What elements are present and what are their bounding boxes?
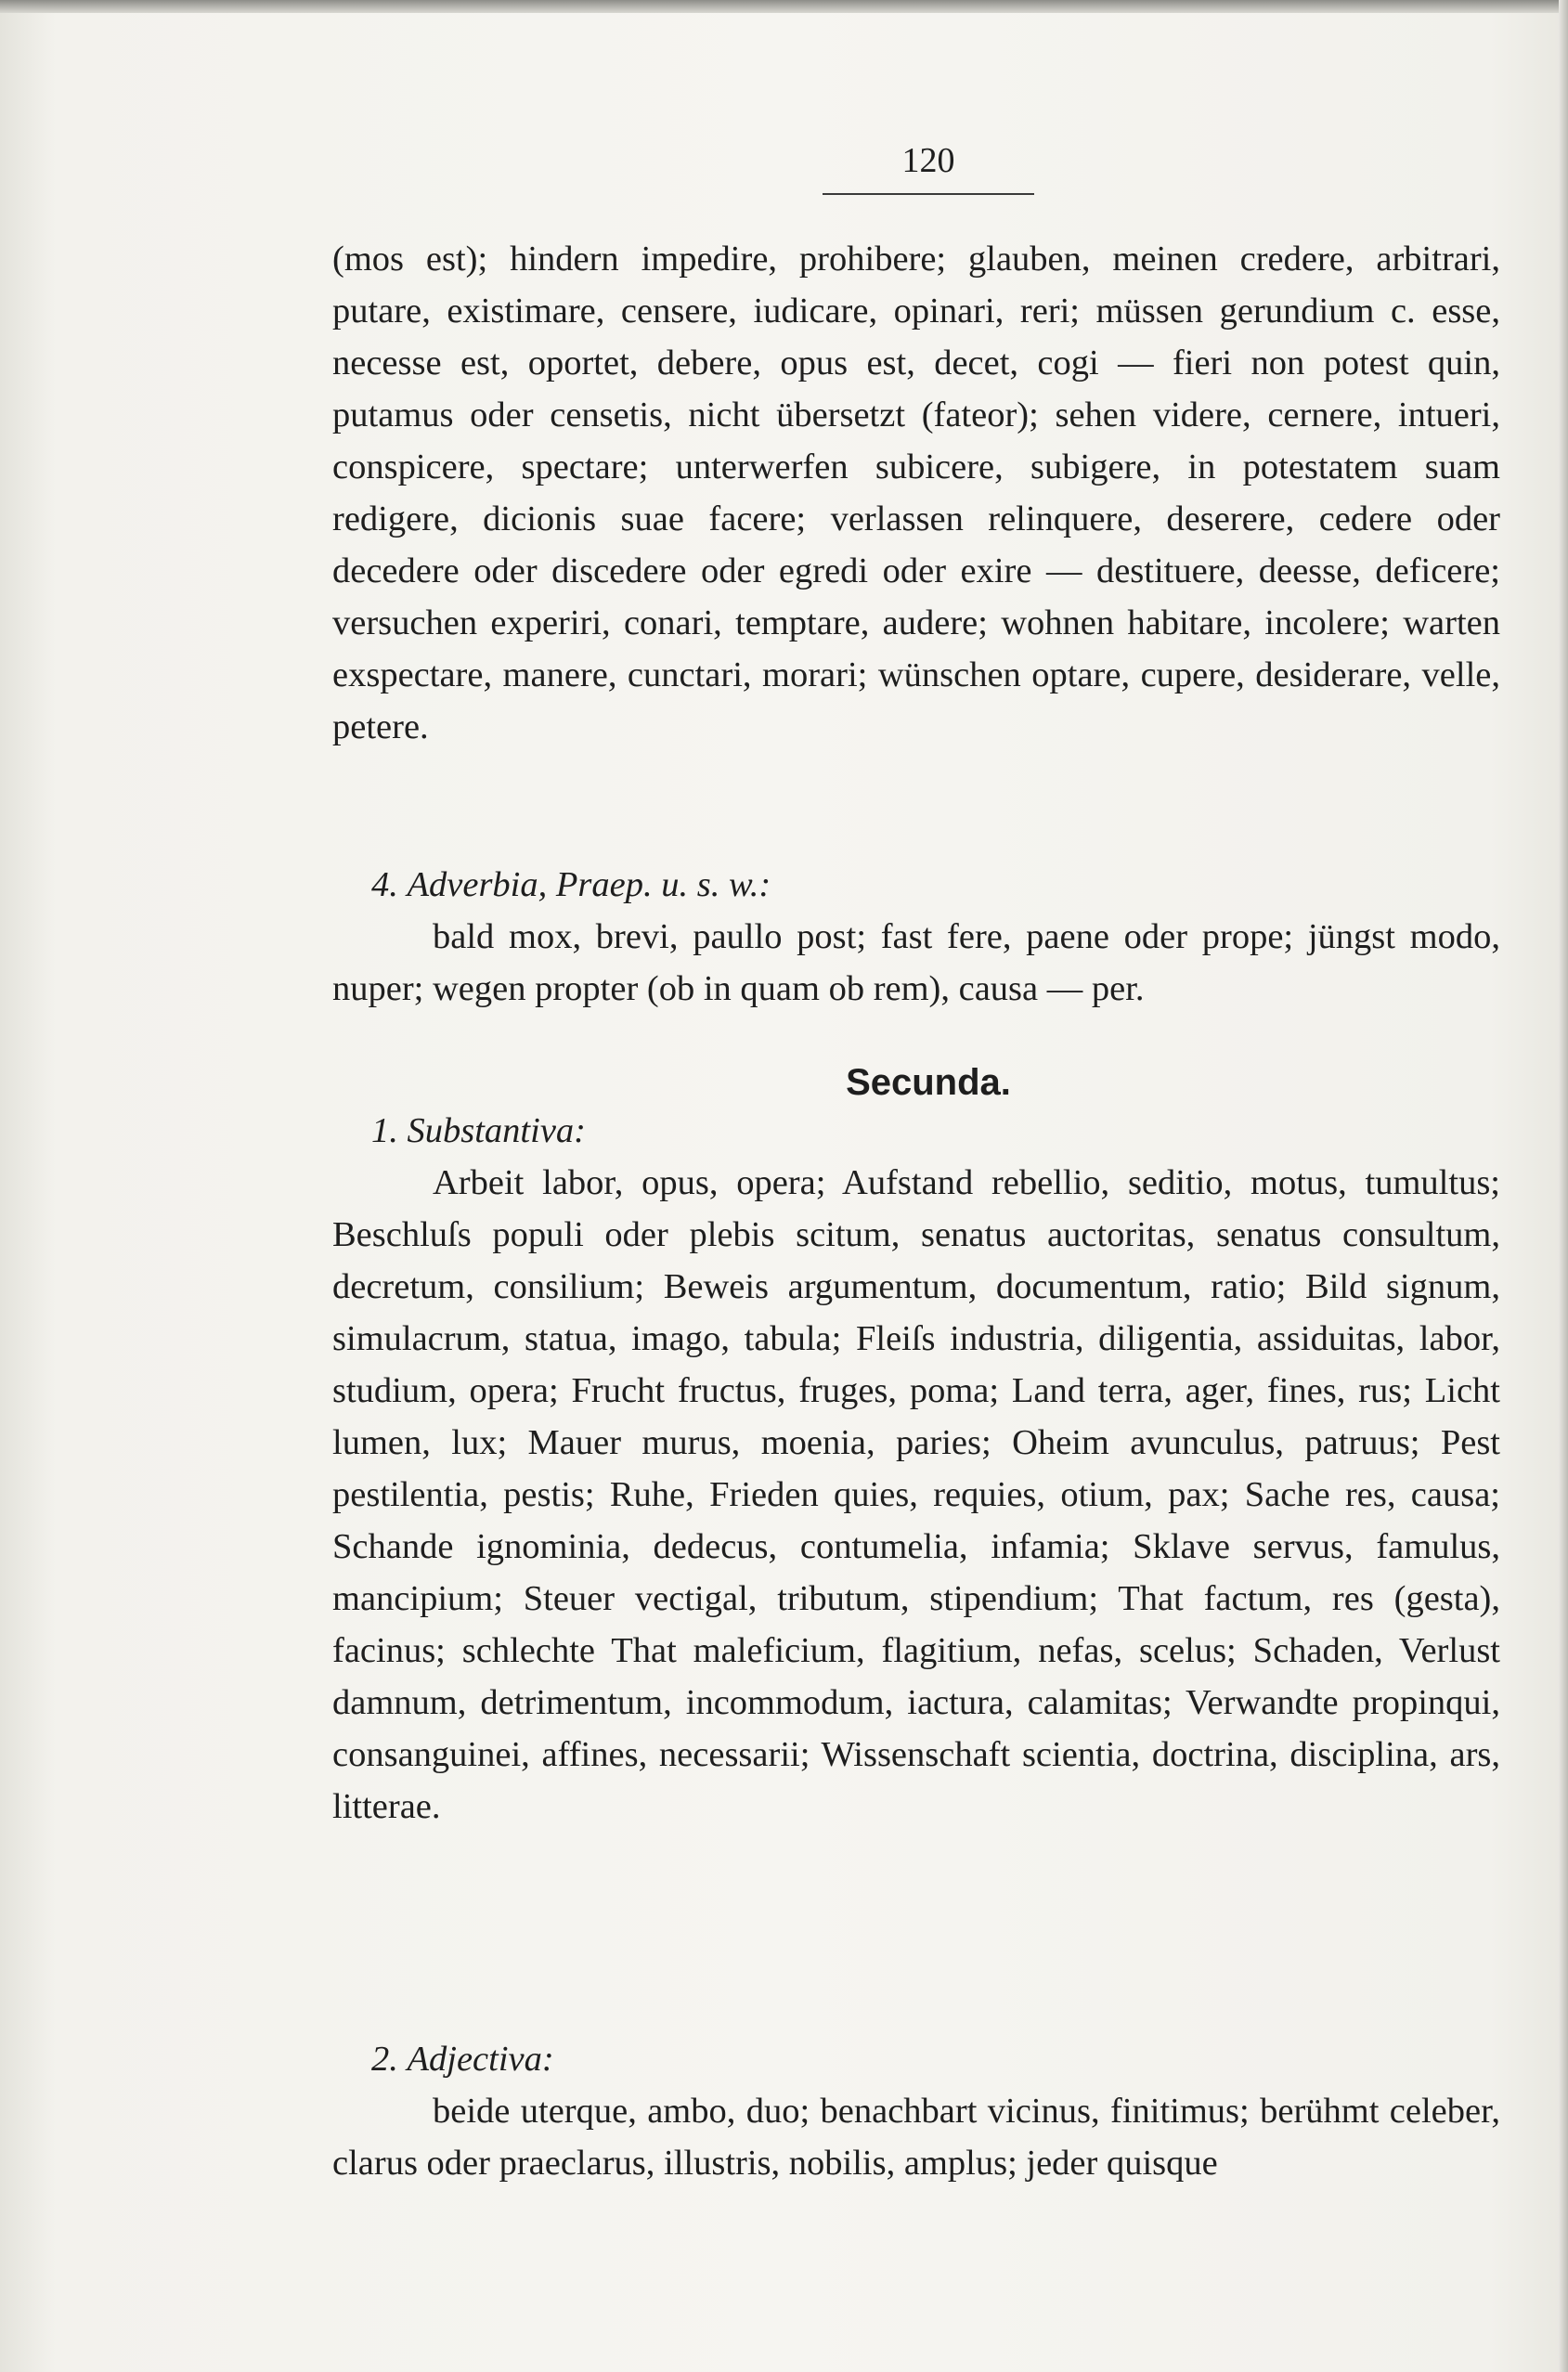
substantiva-number: 1.: [371, 1111, 398, 1150]
adverbia-heading: [332, 859, 1500, 911]
adjectiva-text: beide uterque, ambo, duo; benachbart vicinus, finitimus; berühmt celeber, clarus oder praeclarus, illustris, nobilis, amplus; jeder quisque: [332, 2092, 1500, 2183]
adjectiva-number: 2.: [371, 2040, 398, 2079]
adverbia-number: 4.: [371, 865, 398, 904]
page-number: 120: [901, 141, 955, 180]
section-substantiva: [332, 1105, 1500, 1833]
substantiva-title: Substantiva:: [407, 1111, 586, 1150]
substantiva-text: Arbeit labor, opus, opera; Aufstand rebellio, seditio, motus, tumultus; Beschluſs populi oder plebis scitum, senatus auctoritas, senatus consultum, decretum, consilium; Beweis argumentum, documentum, ratio; Bild signum, simulacrum, statua, imago, tabula; Fleiſs industria, diligentia, assiduitas, labor, studium, opera; Frucht fructus, fruges, poma; Land terra, ager, fines, rus; Licht lumen, lux; Mauer murus, moenia, paries; Oheim avunculus, patruus; Pest pestilentia, pestis; Ruhe, Frieden quies, requies, otium, pax; Sache res, causa; Schande ignominia, dedecus, contumelia, infamia; Sklave servus, famulus, mancipium; Steuer vectigal, tributum, stipendium; That factum, res (gesta), facinus; schlechte That maleficium, flagitium, nefas, scelus; Schaden, Verlust damnum, detrimentum, incommodum, iactura, calamitas; Verwandte propinqui, consanguinei, affines, necessarii; Wissenschaft scientia, doctrina, disciplina, ars, litterae.: [332, 1163, 1500, 1826]
paragraph-verbs-continued: [332, 233, 1500, 753]
adverbia-text: bald mox, brevi, paullo post; fast fere, paene oder prope; jüngst modo, nuper; wegen propter (ob in quam ob rem), causa — per.: [332, 917, 1500, 1008]
section-adverbia: [332, 859, 1500, 1015]
page-top-edge: [0, 0, 1568, 13]
paragraph-text: (mos est); hindern impedire, prohibere; glauben, meinen credere, arbitrari, putare, existimare, censere, iudicare, opinari, reri; müssen gerundium c. esse, necesse est, oportet, debere, opus est, decet, cogi — fieri non potest quin, putamus oder censetis, nicht übersetzt (fateor); sehen videre, cernere, intueri, conspicere, spectare; unterwerfen subicere, subigere, in potestatem suam redigere, dicionis suae facere; verlassen relinquere, deserere, cedere oder decedere oder discedere oder egredi oder exire — destituere, deesse, deficere; versuchen experiri, conari, temptare, audere; wohnen habitare, incolere; warten exspectare, manere, cunctari, morari; wünschen optare, cupere, desiderare, velle, petere.: [332, 240, 1500, 746]
page-right-edge: [1559, 0, 1568, 2372]
substantiva-heading: [332, 1105, 1500, 1157]
adjectiva-heading: [332, 2033, 1500, 2085]
section-title-secunda: Secunda.: [846, 1062, 1011, 1103]
section-adjectiva: [332, 2033, 1500, 2189]
adverbia-title: Adverbia, Praep. u. s. w.:: [407, 865, 771, 904]
header-rule: [823, 193, 1034, 195]
adjectiva-title: Adjectiva:: [407, 2040, 554, 2079]
